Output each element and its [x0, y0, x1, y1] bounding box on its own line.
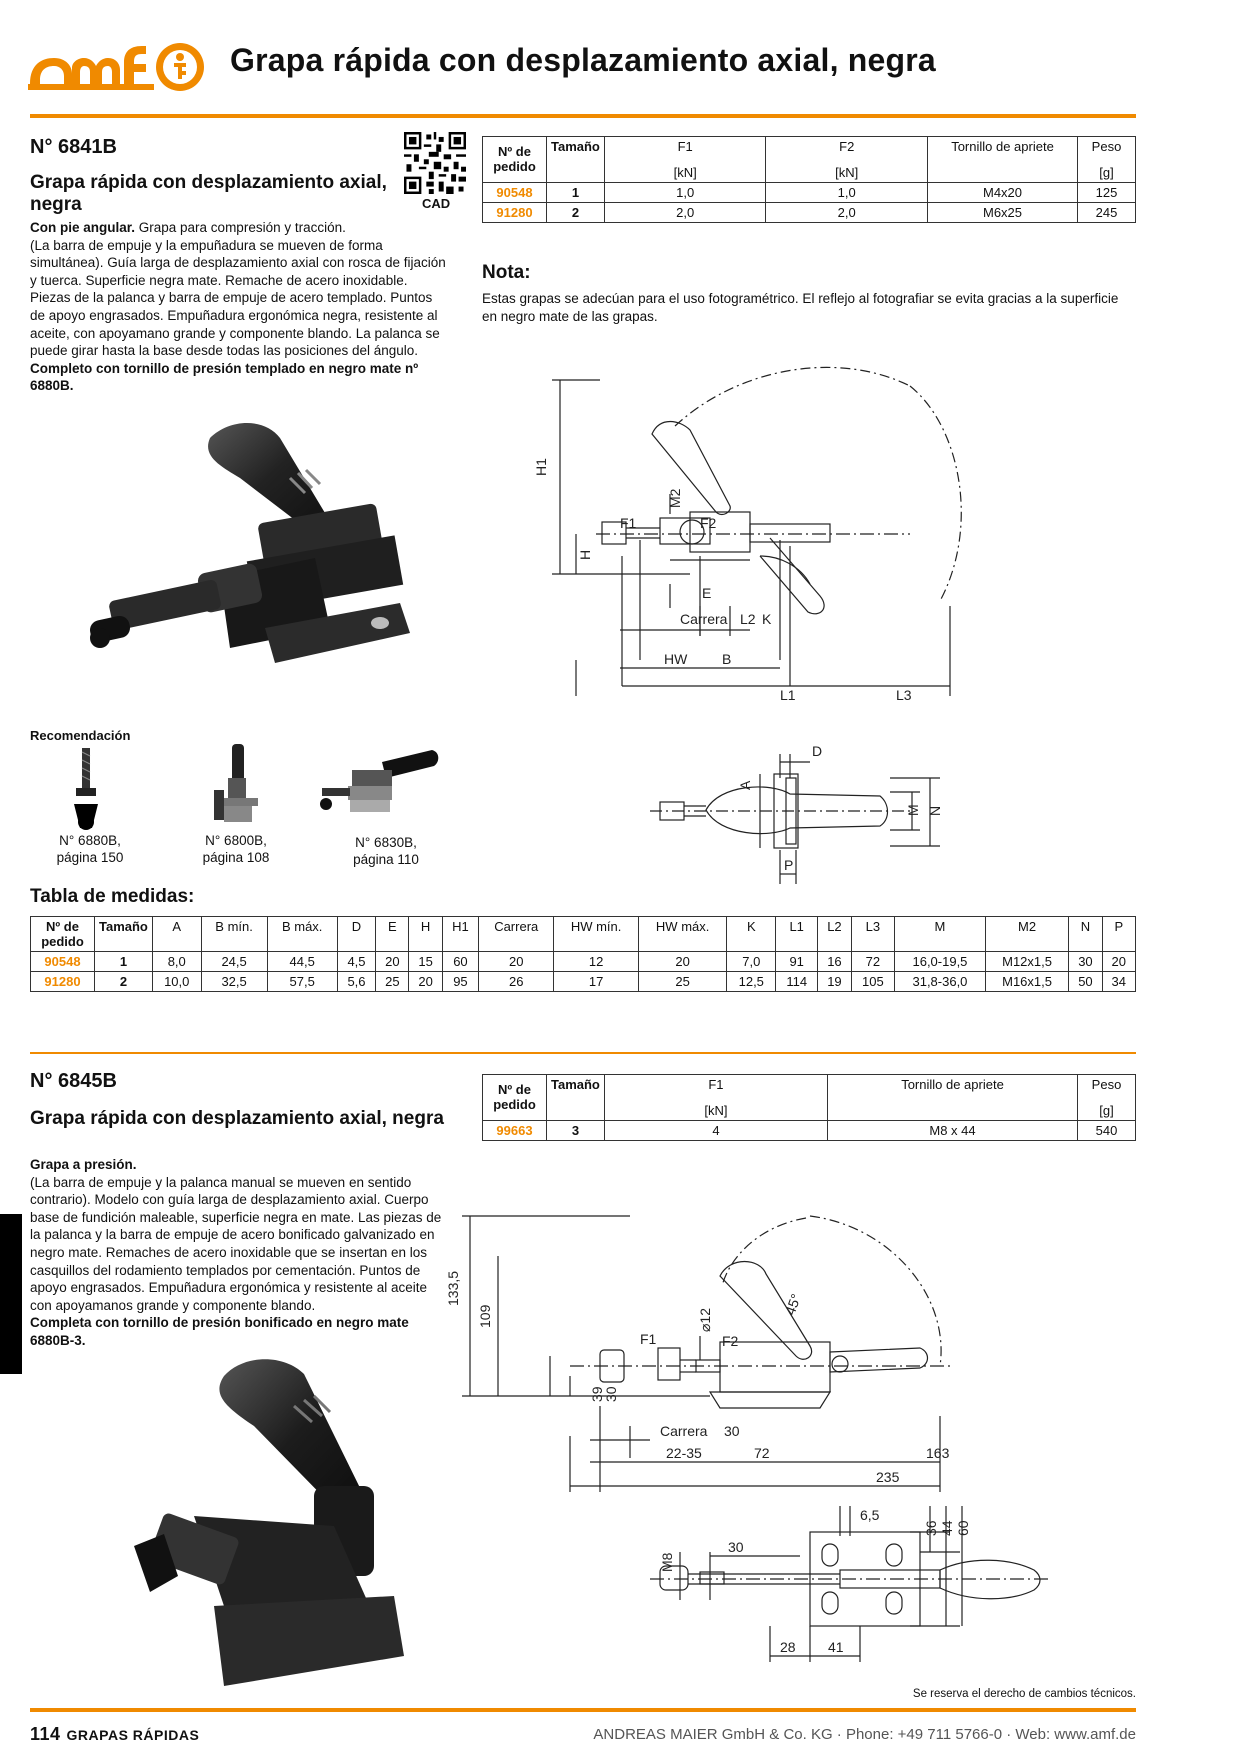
- recommendation-2-line2: página 108: [202, 850, 270, 865]
- label-e: E: [702, 585, 712, 601]
- note-title: Nota:: [482, 262, 531, 283]
- section-name: GRAPAS RÁPIDAS: [66, 1727, 200, 1743]
- col-header-16: N: [1069, 917, 1102, 952]
- product2-photo: [134, 1356, 414, 1690]
- product2-spec-table: [482, 1074, 1136, 1141]
- label-h1: H1: [533, 458, 549, 476]
- measure-cell: 44,5: [267, 952, 337, 972]
- product1-dimension-drawing: [533, 356, 1080, 718]
- unit-f1: [kN]: [604, 163, 766, 183]
- side-tab-marker: [0, 1214, 22, 1374]
- unit-weight: [g]: [1078, 1101, 1136, 1121]
- col-screw-header: Tornillo de apriete: [928, 137, 1078, 163]
- table-row[interactable]: [483, 202, 1136, 222]
- unit-screw: [928, 163, 1078, 183]
- measure-cell: 20: [376, 952, 409, 972]
- measure-cell: 16,0-19,5: [895, 952, 986, 972]
- size-cell: 3: [547, 1120, 605, 1140]
- table-row[interactable]: [483, 1120, 1136, 1140]
- col-f2-header: F2: [766, 137, 928, 163]
- page-number: [30, 1724, 199, 1745]
- col-f1-header: F1: [604, 1075, 827, 1101]
- measure-cell: 12: [554, 952, 638, 972]
- col-header-1: B mín.: [201, 917, 267, 952]
- label-hw: HW: [664, 651, 688, 667]
- recommendation-title: Recomendación: [30, 728, 131, 743]
- label-f1: F1: [620, 515, 637, 531]
- label-60: 60: [955, 1520, 971, 1536]
- measure-cell: 10,0: [152, 972, 201, 992]
- measure-cell: 114: [776, 972, 818, 992]
- label-m: M: [905, 804, 921, 816]
- recommendation-6800b-image[interactable]: [210, 744, 266, 826]
- measure-cell: 24,5: [201, 952, 267, 972]
- measure-cell: 16: [818, 952, 851, 972]
- measure-cell: 20: [479, 952, 554, 972]
- measure-cell: 12,5: [727, 972, 776, 992]
- measures-title: Tabla de medidas:: [30, 886, 195, 907]
- col-header-17: P: [1102, 917, 1135, 952]
- order-number-link[interactable]: 91280: [483, 202, 547, 222]
- measure-cell: 34: [1102, 972, 1135, 992]
- label-carrera: Carrera: [680, 611, 728, 627]
- weight-cell: 125: [1078, 182, 1136, 202]
- label-28: 28: [780, 1639, 796, 1655]
- measure-cell: 20: [638, 952, 727, 972]
- product1-lead-rest: Grapa para compresión y tracción.: [135, 220, 346, 235]
- col-weight-header: Peso: [1078, 1075, 1136, 1101]
- measure-cell: 4,5: [337, 952, 375, 972]
- col-order-header: Nº de pedido: [31, 917, 95, 952]
- product1-description-text: (La barra de empuje y la empuñadura se mueven de forma simultánea). Guía larga de desplazamiento axial con rosca de fijación y tuerca. Superficie negra mate. Remache de acero inoxidable. Piezas de la palanca y barra de empuje de acero templado. Puntos de apoyo engrasados. Empuñadura ergonómica negra, resistente al aceite, con apoyamano grande y componente blando. La palanca se puede girar hasta la base desde todas las posiciones del ángulo.: [30, 237, 446, 359]
- measure-cell: M12x1,5: [985, 952, 1069, 972]
- col-size-header: Tamaño: [547, 1075, 605, 1121]
- footer-rule: [30, 1708, 1136, 1712]
- label-109: 109: [477, 1304, 493, 1328]
- label-a: A: [737, 780, 753, 790]
- label-163: 163: [926, 1445, 950, 1461]
- product1-lead-bold: Con pie angular.: [30, 220, 136, 235]
- recommendation-caption-1[interactable]: [30, 832, 150, 866]
- label-m8: M8: [659, 1552, 675, 1572]
- col-size-header: Tamaño: [547, 137, 605, 183]
- product1-completion: Completo con tornillo de presión templado en negro mate nº 6880B.: [30, 360, 419, 394]
- measure-cell: M16x1,5: [985, 972, 1069, 992]
- recommendation-caption-2[interactable]: [176, 832, 296, 866]
- reserve-note: Se reserva el derecho de cambios técnicos.: [912, 1688, 1136, 1700]
- measure-cell: 72: [851, 952, 895, 972]
- label-45-degrees: 45°: [781, 1291, 805, 1318]
- order-number-link[interactable]: 91280: [31, 972, 95, 992]
- section-rule: [30, 1052, 1136, 1054]
- label-f2: F2: [722, 1333, 739, 1349]
- note-text: Estas grapas se adecúan para el uso fotogramétrico. El reflejo al fotografiar se evita gracias a la superficie en negro mate de las grapas.: [482, 291, 1119, 324]
- product2-name: Grapa rápida con desplazamiento axial, negra: [30, 1108, 444, 1129]
- label-p: P: [784, 857, 794, 873]
- table-row[interactable]: [483, 182, 1136, 202]
- col-header-13: L3: [851, 917, 895, 952]
- product1-top-view-drawing: [640, 734, 960, 888]
- measure-cell: 105: [851, 972, 895, 992]
- unit-f2: [kN]: [766, 163, 928, 183]
- product2-number: N° 6845B: [30, 1070, 117, 1092]
- label-41: 41: [828, 1639, 844, 1655]
- col-header-2: B máx.: [267, 917, 337, 952]
- recommendation-3-line2: página 110: [353, 852, 419, 867]
- measure-cell: 91: [776, 952, 818, 972]
- label-d: D: [812, 743, 823, 759]
- order-number-link[interactable]: 90548: [31, 952, 95, 972]
- measure-cell: 57,5: [267, 972, 337, 992]
- measure-cell: 17: [554, 972, 638, 992]
- label-235: 235: [876, 1469, 900, 1485]
- label-f1: F1: [640, 1331, 657, 1347]
- col-header-6: H1: [442, 917, 478, 952]
- label-carrera-30: 30: [724, 1423, 740, 1439]
- measure-cell: 32,5: [201, 972, 267, 992]
- label-carrera: Carrera: [660, 1423, 708, 1439]
- product1-photo: [90, 418, 440, 680]
- label-diameter-12: ⌀12: [697, 1307, 713, 1332]
- label-l3: L3: [896, 687, 912, 703]
- col-weight-header: Peso: [1078, 137, 1136, 163]
- product1-description: [30, 219, 446, 395]
- label-m2: M2: [667, 488, 683, 508]
- col-header-11: L1: [776, 917, 818, 952]
- size-cell: 1: [547, 182, 605, 202]
- label-top-30: 30: [728, 1539, 744, 1555]
- col-header-15: M2: [985, 917, 1069, 952]
- size-cell: 2: [95, 972, 153, 992]
- product1-number: N° 6841B: [30, 136, 117, 158]
- product1-name: Grapa rápida con desplazamiento axial, negra: [30, 172, 387, 215]
- f1-cell: 4: [604, 1120, 827, 1140]
- qr-code-icon[interactable]: [404, 132, 466, 194]
- unit-weight: [g]: [1078, 163, 1136, 183]
- measure-cell: 7,0: [727, 952, 776, 972]
- measure-cell: 31,8-36,0: [895, 972, 986, 992]
- label-44: 44: [939, 1520, 955, 1536]
- label-133-5: 133,5: [445, 1270, 461, 1306]
- label-l2: L2: [740, 611, 756, 627]
- col-header-8: HW mín.: [554, 917, 638, 952]
- col-header-9: HW máx.: [638, 917, 727, 952]
- col-header-12: L2: [818, 917, 851, 952]
- label-36: 36: [923, 1520, 939, 1536]
- recommendation-6830b-image[interactable]: [322, 748, 442, 818]
- recommendation-3-line1: N° 6830B,: [355, 835, 417, 850]
- col-header-5: H: [409, 917, 442, 952]
- amf-logo: [28, 40, 218, 94]
- order-number-link[interactable]: 90548: [483, 182, 547, 202]
- unit-f1: [kN]: [604, 1101, 827, 1121]
- measure-cell: 50: [1069, 972, 1102, 992]
- recommendation-1-line1: N° 6880B,: [59, 833, 121, 848]
- product2-completion: Completa con tornillo de presión bonificado en negro mate 6880B-3.: [30, 1315, 409, 1348]
- col-header-7: Carrera: [479, 917, 554, 952]
- measure-cell: 25: [638, 972, 727, 992]
- label-k: K: [762, 611, 772, 627]
- label-h: H: [577, 549, 593, 560]
- col-size-header: Tamaño: [95, 917, 153, 952]
- measure-cell: 15: [409, 952, 442, 972]
- header-rule: [30, 114, 1136, 118]
- col-f1-header: F1: [604, 137, 766, 163]
- measure-cell: 60: [442, 952, 478, 972]
- product2-description: [30, 1156, 450, 1350]
- page-number-value: 114: [30, 1724, 61, 1744]
- recommendation-2-line1: N° 6800B,: [205, 833, 267, 848]
- measure-cell: 20: [1102, 952, 1135, 972]
- label-l1: L1: [780, 687, 796, 703]
- label-39: 39: [589, 1386, 605, 1402]
- measure-cell: 5,6: [337, 972, 375, 992]
- col-header-4: E: [376, 917, 409, 952]
- size-cell: 2: [547, 202, 605, 222]
- measure-cell: 30: [1069, 952, 1102, 972]
- page-title: Grapa rápida con desplazamiento axial, negra: [230, 42, 936, 78]
- weight-cell: 245: [1078, 202, 1136, 222]
- col-order-header: Nº de pedido: [483, 137, 547, 183]
- col-header-3: D: [337, 917, 375, 952]
- unit-screw: [828, 1101, 1078, 1121]
- f1-cell: 2,0: [604, 202, 766, 222]
- product2-lead-bold: Grapa a presión.: [30, 1157, 137, 1172]
- col-screw-header: Tornillo de apriete: [828, 1075, 1078, 1101]
- cad-label: CAD: [422, 196, 451, 211]
- size-cell: 1: [95, 952, 153, 972]
- measure-cell: 25: [376, 972, 409, 992]
- screw-cell: M6x25: [928, 202, 1078, 222]
- label-6-5: 6,5: [860, 1507, 880, 1523]
- col-header-10: K: [727, 917, 776, 952]
- measure-cell: 8,0: [152, 952, 201, 972]
- measures-table: [30, 916, 1136, 992]
- product2-description-text: (La barra de empuje y la palanca manual se mueven en sentido contrario). Modelo con guía larga de desplazamiento axial. Cuerpo base de fundición maleable, superficie negra en mate. Las piezas de la palanca y la barra de empuje de acero bonificado galvanizado en negro mate. Remaches de acero inoxidable que se insertan en los casquillos del rodamiento templados por cementación. Puntos de apoyo engrasados. Empuñadura ergonómica y resistente al aceite con apoyamanos grande y componente blando.: [30, 1174, 442, 1313]
- recommendation-6880b-image[interactable]: [66, 748, 106, 828]
- company-info: ANDREAS MAIER GmbH & Co. KG · Phone: +49 711 5766-0 · Web: www.amf.de: [593, 1726, 1136, 1743]
- product2-top-view-drawing: [650, 1496, 1070, 1666]
- col-header-14: M: [895, 917, 986, 952]
- f2-cell: 1,0: [766, 182, 928, 202]
- screw-cell: M4x20: [928, 182, 1078, 202]
- label-30: 30: [603, 1386, 619, 1402]
- label-72: 72: [754, 1445, 770, 1461]
- label-22-35: 22-35: [666, 1445, 702, 1461]
- measure-cell: 26: [479, 972, 554, 992]
- order-number-link[interactable]: 99663: [483, 1120, 547, 1140]
- product2-dimension-drawing: [445, 1196, 1080, 1492]
- col-order-header: Nº de pedido: [483, 1075, 547, 1121]
- screw-cell: M8 x 44: [828, 1120, 1078, 1140]
- measure-cell: 19: [818, 972, 851, 992]
- f2-cell: 2,0: [766, 202, 928, 222]
- measure-cell: 20: [409, 972, 442, 992]
- weight-cell: 540: [1078, 1120, 1136, 1140]
- label-f2: F2: [700, 515, 717, 531]
- product1-spec-table: [482, 136, 1136, 223]
- table-row[interactable]: [31, 952, 1136, 972]
- label-n: N: [927, 805, 943, 816]
- recommendation-1-line2: página 150: [56, 850, 124, 865]
- label-b: B: [722, 651, 732, 667]
- table-row[interactable]: [31, 972, 1136, 992]
- measure-cell: 95: [442, 972, 478, 992]
- col-header-0: A: [152, 917, 201, 952]
- f1-cell: 1,0: [604, 182, 766, 202]
- recommendation-caption-3[interactable]: [324, 834, 448, 868]
